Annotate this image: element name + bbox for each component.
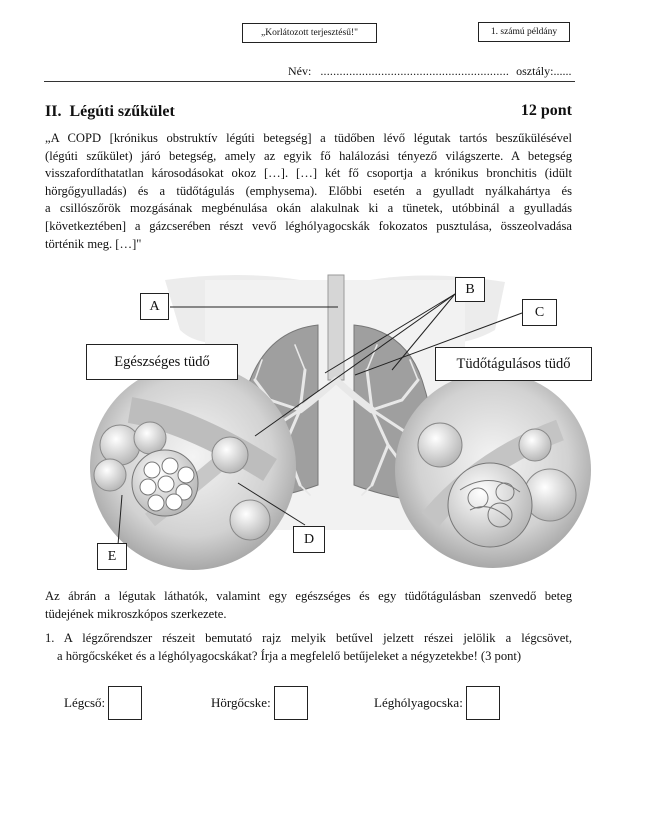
answer-trachea	[64, 686, 142, 720]
figure-label-b: B	[455, 277, 485, 302]
name-class-line	[288, 64, 571, 79]
emphysema-lung-magnified	[395, 372, 591, 568]
name-field[interactable]: ...........................................................	[320, 64, 510, 78]
caption-line: Az ábrán a légutak láthatók, valamint egy egészséges és egy tüdőtágulásban szenvedő beteg	[45, 589, 572, 603]
answer-bronchiole	[211, 686, 308, 720]
section-points: 12 pont	[520, 102, 572, 119]
name-label: Név:	[288, 64, 312, 78]
class-field[interactable]: osztály:......	[516, 64, 572, 78]
caption-line: tüdejének mikroszkópos szerkezete.	[45, 606, 227, 621]
quote-line: „A COPD [krónikus obstruktív légúti betegség] a tüdőben lévő légutak tartós beszűkülésével	[45, 131, 572, 145]
figure-label-a: A	[140, 293, 169, 320]
section-title: II. Légúti szűkület	[45, 103, 175, 120]
restricted-text: „Korlátozott terjesztésű!"	[261, 28, 358, 38]
quote-line: a csillószőrök mozgásának megbénulása okán alakulnak ki a tünetek, utóbbinál a gyulladás	[45, 201, 572, 216]
figure-label-c: C	[522, 299, 557, 326]
quote-line: hörgőgyulladás) és a tüdőtágulás (emphysema). Előbbi esetén a gyulladt nyálkahártya és	[45, 183, 572, 198]
copy-number-box	[478, 22, 570, 42]
lung-figure	[0, 270, 667, 580]
figure-label-e: E	[97, 543, 127, 570]
restricted-distribution-box	[242, 23, 377, 43]
answer-bronchiole-box[interactable]	[274, 686, 308, 720]
copy-number-text: 1. számú példány	[490, 27, 558, 37]
quote-line: (légúti szűkület) járó betegség, amely az egyik fő halálozási tényező világszerte. A betegség	[45, 148, 572, 163]
quote-paragraph	[45, 130, 572, 253]
emphysema-lung-label: Tüdőtágulásos tüdő	[435, 347, 592, 381]
quote-line: történik meg. […]"	[45, 236, 142, 251]
header-rule	[44, 81, 575, 82]
answer-trachea-box[interactable]	[108, 686, 142, 720]
answer-alveolus	[374, 686, 500, 720]
answer-trachea-label: Légcső:	[64, 695, 106, 710]
question-1	[45, 630, 572, 665]
quote-line: visszafordíthatatlan károsodásokat okoz […]. […] két fő csoportja a krónikus bronchitis (idült	[45, 166, 572, 181]
answer-alveolus-box[interactable]	[466, 686, 500, 720]
healthy-lung-magnified	[90, 364, 296, 570]
quote-line: [következtében] a gázcserében részt vevő léghólyagocskák fokozatos pusztulása, összeolvadása	[45, 218, 572, 233]
question-line: a hörgőcskéket és a léghólyagocskákat? Írja a megfelelő betűjeleket a négyzetekbe! (3 pont)	[57, 648, 522, 663]
figure-label-d: D	[293, 526, 325, 553]
question-line: 1. A légzőrendszer részeit bemutató rajz melyik betűvel jelzett részei jelölik a légcsövet,	[45, 631, 572, 645]
healthy-lung-label: Egészséges tüdő	[86, 344, 238, 380]
answer-alveolus-label: Léghólyagocska:	[374, 695, 463, 710]
figure-caption	[45, 588, 572, 623]
answer-bronchiole-label: Hörgőcske:	[211, 695, 271, 710]
